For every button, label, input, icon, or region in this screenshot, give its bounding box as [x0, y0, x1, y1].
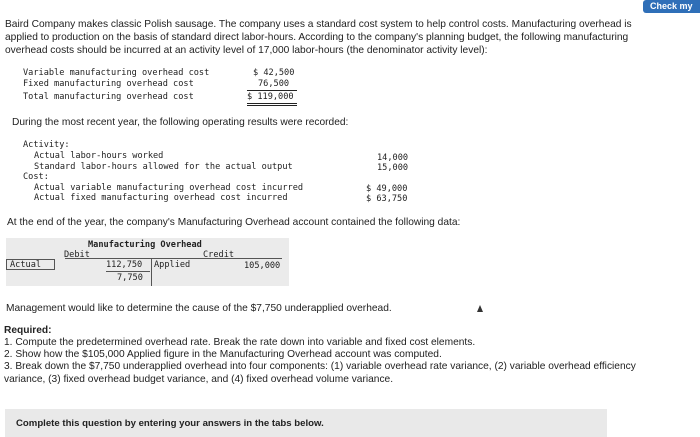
actual-variable-value: $ 49,000: [366, 184, 408, 194]
results-intro: During the most recent year, the following operating results were recorded:: [12, 117, 349, 128]
budget-row-value: $ 119,000: [247, 92, 294, 102]
cost-heading: Cost:: [23, 172, 49, 182]
balance-rule: [106, 271, 150, 272]
required-item: 1. Compute the predetermined overhead rate. Break the rate down into variable and fixed cost elements.: [4, 337, 476, 348]
tabs-instruction: Complete this question by entering your answers in the tabs below.: [16, 418, 324, 429]
applied-label: Applied: [154, 260, 191, 270]
standard-hours-value: 15,000: [377, 163, 409, 173]
subtotal-rule: [247, 90, 297, 91]
problem-intro: Baird Company makes classic Polish sausage. The company uses a standard cost system to help control costs. Manufacturing overhead is applied to production on the basis of standard direct labor-hours. According to the company's planning budget, the following manufacturing overhead costs should be incurred at an activity level of 17,000 labor-hours (the denominator activity level):: [5, 19, 632, 57]
budget-row-value: $ 42,500: [253, 68, 295, 78]
answer-tabs-panel: [5, 409, 607, 437]
mouse-cursor-icon: [477, 305, 483, 312]
balance-value: 7,750: [117, 273, 143, 283]
actual-label: Actual: [10, 260, 42, 270]
actual-fixed-label: Actual fixed manufacturing overhead cost incurred: [34, 193, 288, 203]
actual-label-box: [6, 259, 55, 270]
required-item: 2. Show how the $105,000 Applied figure in the Manufacturing Overhead account was computed.: [4, 349, 442, 360]
account-intro: At the end of the year, the company's Manufacturing Overhead account contained the following data:: [7, 217, 461, 228]
required-item: 3. Break down the $7,750 underapplied overhead into four components: (1) variable overhead rate variance, (2) variable overhead efficiency variance, (3) fixed overhead budget variance, and (4) fixed overhead volume variance.: [4, 361, 636, 385]
total-double-rule: [247, 105, 297, 106]
total-rule: [247, 103, 297, 104]
standard-hours-label: Standard labor-hours allowed for the actual output: [34, 162, 293, 172]
actual-hours-label: Actual labor-hours worked: [34, 151, 164, 161]
required-heading: Required:: [4, 325, 52, 336]
t-account-title: Manufacturing Overhead: [88, 240, 202, 250]
manufacturing-overhead-t-account: [6, 238, 289, 286]
actual-variable-label: Actual variable manufacturing overhead cost incurred: [34, 183, 304, 193]
management-note: Management would like to determine the cause of the $7,750 underapplied overhead.: [6, 303, 392, 314]
budget-row-label: Fixed manufacturing overhead cost: [23, 79, 194, 89]
actual-fixed-value: $ 63,750: [366, 194, 408, 204]
actual-hours-value: 14,000: [377, 153, 409, 163]
budget-row-value: 76,500: [258, 79, 290, 89]
check-my-work-button[interactable]: Check my: [643, 0, 700, 13]
credit-header: Credit: [203, 250, 235, 260]
t-account-horizontal-rule: [65, 258, 282, 259]
t-account-vertical-rule: [151, 258, 152, 286]
budget-row-label: Total manufacturing overhead cost: [23, 92, 194, 102]
debit-value: 112,750: [106, 260, 143, 270]
debit-header: Debit: [64, 250, 90, 260]
budget-row-label: Variable manufacturing overhead cost: [23, 68, 210, 78]
activity-heading: Activity:: [23, 140, 70, 150]
credit-value: 105,000: [244, 261, 281, 271]
